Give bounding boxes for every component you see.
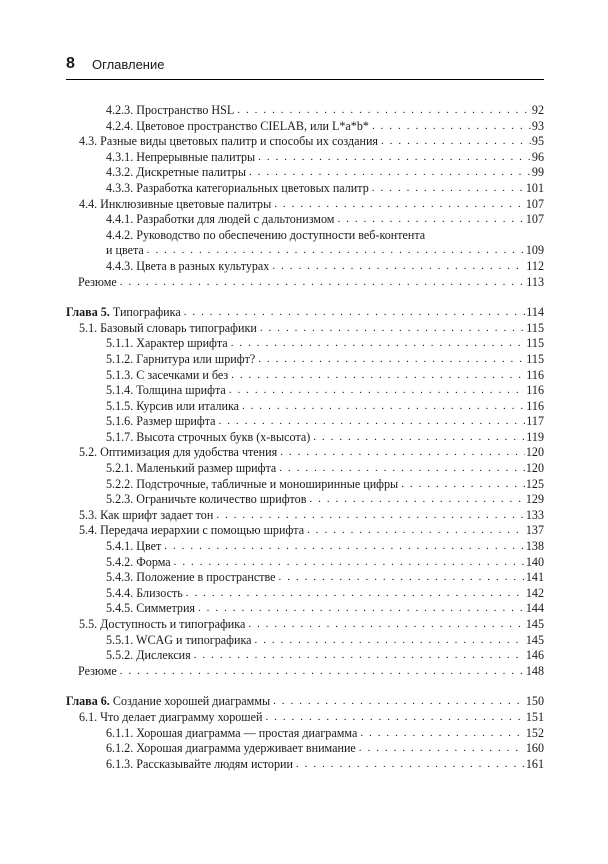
dot-leader [147,243,525,259]
toc-entry-number: 5.1.6. [106,414,134,429]
toc-entry-label [106,352,255,368]
toc-entry-title: Близость [136,585,183,600]
toc-entry [66,275,544,291]
toc-entry-title: Разработка категориальных цветовых палитр [136,180,369,195]
toc-entry-title: Непрерывные палитры [136,149,256,164]
toc-entry-label [106,601,195,617]
toc-entry [66,601,544,617]
dot-leader [164,539,525,555]
toc-entry-page: 92 [531,103,544,117]
toc-entry-title: Подстрочные, табличные и моноширинные цифры [136,476,399,491]
toc-entry-page: 152 [525,725,544,740]
toc-entry-title: Пространство HSL [136,103,235,117]
toc-entry [66,664,544,680]
toc-entry-title: Толщина шрифта [136,383,226,398]
toc-entry-page: 107 [525,212,544,227]
dot-leader [198,601,525,617]
dot-leader [248,617,525,633]
toc-entry-title: Разные виды цветовых палитр и способы их создания [100,134,378,149]
toc-entry-page: 161 [525,756,544,771]
toc-entry [66,414,544,430]
toc-entry-label [106,383,226,399]
toc-entry-number: Глава 5. [66,305,110,320]
dot-leader [237,103,531,119]
dot-leader [273,694,525,710]
toc-entry-page: 120 [525,445,544,460]
toc-entry-title: Симметрия [136,601,195,616]
dot-leader [307,523,525,539]
toc-entry-number: 6.1. [79,709,98,724]
toc-entry-page: 114 [526,305,544,320]
dot-leader [337,212,524,228]
toc-entry-number: 4.4.2. [106,227,134,242]
dot-leader [186,586,525,602]
toc-entry-number: 4.4. [79,196,98,211]
toc-entry-page: 113 [526,274,544,289]
toc-entry-page: 109 [525,243,544,258]
dot-leader [194,648,525,664]
toc-entry-page: 151 [525,709,544,724]
toc-entry [66,165,544,181]
toc-entry [66,368,544,384]
toc-entry-label [106,741,356,757]
toc-entry-number: 5.4.5. [106,601,134,616]
toc-entry-label [106,336,228,352]
toc-entry-number: 5.1.2. [106,351,134,366]
toc-entry-label [106,570,276,586]
toc-entry-page: 145 [525,617,544,631]
dot-leader [274,197,525,213]
toc-entry-number: 6.1.2. [106,741,134,756]
toc-entry [66,321,544,337]
toc-entry-number: 6.1.1. [106,725,134,740]
dot-leader [258,352,525,368]
toc-entry [66,181,544,197]
toc-entry-number: 4.4.3. [106,258,134,273]
toc-entry-title: Инклюзивные цветовые палитры [100,196,272,211]
toc-entry-number: 4.4.1. [106,212,134,227]
toc-entry-page: 129 [525,492,544,507]
toc-entry-title: Хорошая диаграмма удерживает внимание [136,741,356,756]
toc-entry-number: 5.1.7. [106,429,134,444]
toc-entry-number: 4.3. [79,134,98,149]
toc-entry-label [106,259,269,275]
toc-entry-page: 115 [526,351,544,366]
toc-entry-title: Рассказывайте людям истории [136,756,293,771]
toc-entry-page: 141 [525,570,544,585]
toc-entry-number: 5.1.1. [106,336,134,351]
toc-entry-label [106,399,239,415]
toc-entry-number: 5.4.3. [106,570,134,585]
toc-entry [66,726,544,742]
toc-entry-label [106,648,191,664]
toc-entry-page: 107 [525,196,544,211]
toc-entry [66,430,544,446]
toc-entry [66,633,544,649]
toc-entry-title: Резюме [78,663,117,678]
toc-entry-label [66,305,181,321]
toc-entry [66,445,544,461]
toc-entry-number: 5.5.2. [106,648,134,663]
toc-entry-page: 115 [526,336,544,351]
toc-entry-title: Типографика [112,305,181,320]
toc-entry-label [79,197,271,213]
toc-entry-label [106,181,369,197]
toc-entry-title: Что делает диаграмму хорошей [100,709,263,724]
toc-entry [66,336,544,352]
dot-leader [359,741,525,757]
toc-entry-title: Цвет [136,539,162,554]
toc-entry-number: 5.1.5. [106,398,134,413]
dot-leader [280,445,525,461]
toc-entry-title: Базовый словарь типографики [100,320,257,335]
toc-entry [66,539,544,555]
toc-entry [66,383,544,399]
dot-leader [260,321,525,337]
toc-entry [66,197,544,213]
dot-leader [184,305,526,321]
toc-entry-label [106,555,171,571]
toc-entry-page: 101 [525,180,544,195]
toc-entry-title: Руководство по обеспечению доступности веб-контента [136,227,426,242]
toc-entry-page: 142 [525,585,544,600]
dot-leader [216,508,525,524]
toc-entry-page: 93 [531,118,544,133]
toc-entry [66,586,544,602]
toc-entry-page: 138 [525,539,544,554]
toc-entry-label [79,134,378,150]
toc-entry-page: 95 [531,134,544,149]
toc-entry-number: 5.4.2. [106,554,134,569]
toc-entry-title: Цвета в разных культурах [136,258,270,273]
toc-entry-page: 96 [531,149,544,164]
toc-entry-page: 150 [525,694,544,709]
toc-entry-label [106,165,246,181]
page-header [66,54,544,76]
toc-entry-title: Дислексия [136,648,191,663]
toc-entry-number: 5.2.2. [106,476,134,491]
toc-entry-label [106,492,306,508]
toc-entry-page: 133 [525,507,544,522]
toc-entry-page: 144 [525,601,544,616]
toc-entry-page: 137 [525,523,544,538]
header-rule [66,79,544,80]
toc-entry [66,399,544,415]
toc-entry-label [106,757,293,773]
toc-entry-title: С засечками и без [136,367,229,382]
toc-entry-label [78,275,117,291]
toc-entry-label [106,539,161,555]
toc-entry-title: Резюме [78,274,117,289]
toc-entry-title: Размер шрифта [136,414,216,429]
toc-entry-title: Дискретные палитры [136,165,246,180]
toc-entry-page: 120 [525,461,544,476]
toc-entry-page: 140 [525,554,544,569]
toc-entry-label [79,617,245,633]
toc-entry-label [106,414,216,430]
dot-leader [229,383,526,399]
toc-entry-page: 116 [526,398,544,413]
toc-entry-title: Передача иерархии с помощью шрифта [100,523,305,538]
dot-leader [313,430,525,446]
toc-entry-number: 5.4.4. [106,585,134,600]
dot-leader [360,726,525,742]
toc-entry-label [79,523,304,539]
toc-entry-label [106,586,183,602]
toc-entry-title: Положение в пространстве [136,570,276,585]
toc-entry-title: Цветовое пространство CIELAB, или L*a*b* [136,118,369,133]
toc-entry [66,741,544,757]
toc-entry-label [106,150,255,166]
dot-leader [242,399,525,415]
toc-entry-label [79,321,257,337]
toc-entry-number: 5.5. [79,617,98,631]
toc-entry-label [106,461,276,477]
toc-entry [66,352,544,368]
toc-entry [66,508,544,524]
toc-entry-title: Гарнитура или шрифт? [136,351,256,366]
toc-entry-title: Создание хорошей диаграммы [112,694,271,709]
dot-leader [249,165,531,181]
toc-entry [66,134,544,150]
toc-entry-label [79,508,213,524]
toc-entry-title-continued: и цвета [106,243,144,258]
dot-leader [296,757,525,773]
toc-entry-number: 5.1. [79,320,98,335]
toc-entry [66,228,544,259]
toc-entry-page: 125 [525,476,544,491]
toc-entry-label [106,212,334,228]
toc-entry-page: 146 [525,648,544,663]
toc-entry [66,710,544,726]
toc-entry [66,461,544,477]
toc-entry-number: 5.2.3. [106,492,134,507]
toc-entry-number: 5.1.3. [106,367,134,382]
toc-entry [66,103,544,119]
toc-entry-label [106,430,310,446]
toc-entry-title: Оптимизация для удобства чтения [100,445,278,460]
toc-entry-page: 119 [526,429,544,444]
toc-entry [66,570,544,586]
toc-entry-number: Глава 6. [66,694,110,709]
toc-entry-label [106,368,228,384]
toc-entry-label [106,633,252,649]
toc-entry-title: Разработки для людей с дальтонизмом [136,212,335,227]
toc-entry-number: 5.4. [79,523,98,538]
dot-leader [120,275,526,291]
toc-entry-number: 5.3. [79,507,98,522]
toc-entry-title: WCAG и типографика [136,632,252,647]
toc-entry-page: 116 [526,383,544,398]
dot-leader [381,134,531,150]
toc-entry [66,212,544,228]
toc-entry-label [106,103,234,119]
toc-entry-number: 4.3.1. [106,149,134,164]
dot-leader [309,492,524,508]
page-number: 8 [66,55,75,72]
toc-entry-title: Хорошая диаграмма — простая диаграмма [136,725,358,740]
dot-leader [231,336,526,352]
dot-leader [279,570,525,586]
toc-entry [66,757,544,773]
toc-entry [66,617,544,633]
dot-leader [372,181,525,197]
toc-entry [66,523,544,539]
toc-entry-label [79,710,262,726]
table-of-contents [66,103,544,772]
toc-entry-number: 4.2.3. [106,103,134,117]
toc-chapter-entry [66,305,544,321]
toc-entry-title: Как шрифт задает тон [100,507,214,522]
toc-entry-page: 112 [526,258,544,273]
dot-leader [231,368,525,384]
dot-leader [255,633,525,649]
toc-entry-label [106,726,357,742]
toc-entry-title: Форма [136,554,171,569]
toc-entry [66,150,544,166]
toc-entry-number: 5.1.4. [106,383,134,398]
toc-entry [66,648,544,664]
toc-chapter-entry [66,694,544,710]
toc-entry [66,555,544,571]
toc-entry-label [106,477,398,493]
dot-leader [401,477,525,493]
toc-entry-page: 115 [526,320,544,335]
dot-leader [372,119,531,135]
toc-entry-page: 99 [531,165,544,180]
toc-entry-title: Характер шрифта [136,336,228,351]
toc-entry-page: 145 [525,632,544,647]
toc-entry-title: Курсив или италика [136,398,240,413]
dot-leader [219,414,526,430]
dot-leader [174,555,525,571]
toc-entry-label [106,119,369,135]
toc-entry-number: 5.2.1. [106,461,134,476]
toc-entry-title: Высота строчных букв (x-высота) [136,429,311,444]
toc-entry-number: 4.3.2. [106,165,134,180]
toc-entry-page: 148 [525,663,544,678]
toc-entry-title: Доступность и типографика [100,617,246,631]
toc-entry [66,119,544,135]
toc-entry-number: 4.2.4. [106,118,134,133]
toc-entry-label [66,694,270,710]
toc-entry-number: 5.5.1. [106,632,134,647]
dot-leader [279,461,525,477]
toc-entry-label [106,228,425,242]
dot-leader [272,259,525,275]
toc-entry-label [78,664,117,680]
toc-entry-number: 5.4.1. [106,539,134,554]
toc-entry [66,477,544,493]
toc-entry-page: 116 [526,367,544,382]
dot-leader [120,664,525,680]
toc-entry-number: 6.1.3. [106,756,134,771]
toc-entry-page: 117 [526,414,544,429]
toc-entry-page: 160 [525,741,544,756]
running-title: Оглавление [92,57,165,72]
dot-leader [258,150,531,166]
toc-entry-label [79,445,277,461]
toc-entry-number: 5.2. [79,445,98,460]
toc-entry [66,259,544,275]
toc-entry-title: Маленький размер шрифта [136,461,277,476]
dot-leader [265,710,524,726]
toc-entry-number: 4.3.3. [106,180,134,195]
toc-entry-title: Ограничьте количество шрифтов [136,492,307,507]
toc-entry [66,492,544,508]
